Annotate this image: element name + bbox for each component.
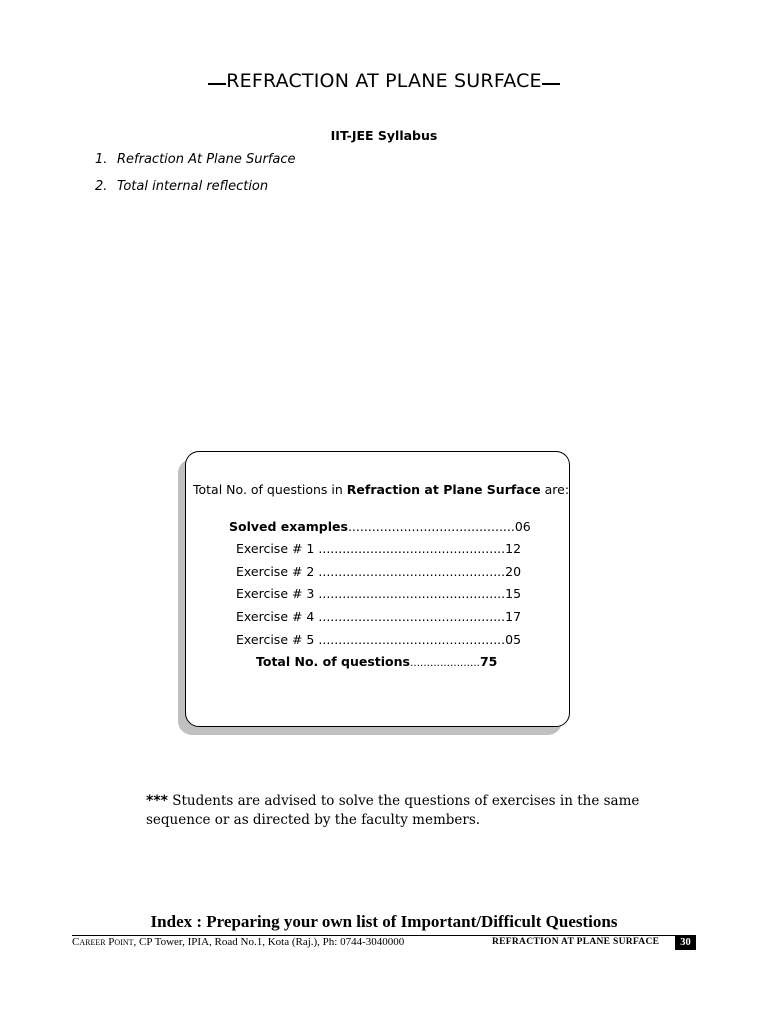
solved-examples-row bbox=[229, 519, 531, 534]
syllabus-item bbox=[95, 152, 296, 179]
summary-intro-suffix: are: bbox=[540, 482, 570, 497]
leader-dots: .......................................... bbox=[347, 519, 515, 534]
page-title bbox=[212, 70, 556, 92]
exercise-count: 12 bbox=[505, 541, 522, 556]
exercise-row bbox=[236, 564, 521, 579]
page-title-text: REFRACTION AT PLANE SURFACE bbox=[226, 70, 542, 92]
exercise-row bbox=[236, 632, 521, 647]
leader-dots: ............................................... bbox=[318, 586, 506, 601]
exercise-label: Exercise # 4 bbox=[236, 609, 319, 624]
summary-intro bbox=[193, 482, 569, 497]
note-stars: *** bbox=[146, 793, 168, 809]
leader-dots: ............................................... bbox=[318, 632, 506, 647]
footer-address bbox=[72, 936, 404, 948]
exercise-label: Exercise # 1 bbox=[236, 541, 319, 556]
exercise-count: 20 bbox=[505, 564, 522, 579]
summary-intro-topic: Refraction at Plane Surface bbox=[346, 482, 541, 497]
exercise-row bbox=[236, 609, 521, 624]
index-heading: Index : Preparing your own list of Important/Difficult Questions bbox=[150, 912, 618, 931]
exercise-label: Exercise # 5 bbox=[236, 632, 319, 647]
solved-examples-label: Solved examples bbox=[229, 519, 348, 534]
footer-address-text: , CP Tower, IPIA, Road No.1, Kota (Raj.), Ph: 0744-3040000 bbox=[133, 936, 405, 948]
syllabus-item-number: 1. bbox=[95, 152, 108, 167]
footer-section-title: REFRACTION AT PLANE SURFACE bbox=[492, 937, 660, 947]
exercise-label: Exercise # 3 bbox=[236, 586, 319, 601]
syllabus-item-number: 2. bbox=[95, 179, 108, 194]
total-questions-count: 75 bbox=[479, 654, 498, 669]
total-questions-row bbox=[256, 654, 497, 669]
exercise-count: 05 bbox=[505, 632, 522, 647]
solved-examples-count: 06 bbox=[514, 519, 531, 534]
title-dash-right bbox=[542, 83, 560, 85]
leader-dots: ………………… bbox=[409, 658, 480, 669]
syllabus-item bbox=[95, 179, 296, 206]
exercise-label: Exercise # 2 bbox=[236, 564, 319, 579]
summary-intro-prefix: Total No. of questions in bbox=[193, 482, 347, 497]
leader-dots: ............................................... bbox=[318, 609, 506, 624]
title-dash-left bbox=[208, 83, 226, 85]
exercise-row bbox=[236, 586, 521, 601]
syllabus-item-text: Total internal reflection bbox=[117, 179, 269, 194]
footer-brand: Career Point bbox=[72, 936, 134, 948]
exercise-count: 15 bbox=[505, 586, 522, 601]
total-questions-label: Total No. of questions bbox=[256, 654, 410, 669]
page-number: 30 bbox=[675, 935, 696, 950]
title-block bbox=[0, 70, 768, 92]
syllabus-item-text: Refraction At Plane Surface bbox=[117, 152, 296, 167]
leader-dots: ............................................... bbox=[318, 541, 506, 556]
note-text: Students are advised to solve the questions of exercises in the same sequence or as directed by the faculty members. bbox=[146, 793, 640, 828]
leader-dots: ............................................... bbox=[318, 564, 506, 579]
exercise-row bbox=[236, 541, 521, 556]
exercise-count: 17 bbox=[505, 609, 522, 624]
syllabus-list bbox=[95, 152, 296, 206]
syllabus-heading: IIT-JEE Syllabus bbox=[330, 128, 438, 143]
advisory-note bbox=[146, 792, 686, 830]
